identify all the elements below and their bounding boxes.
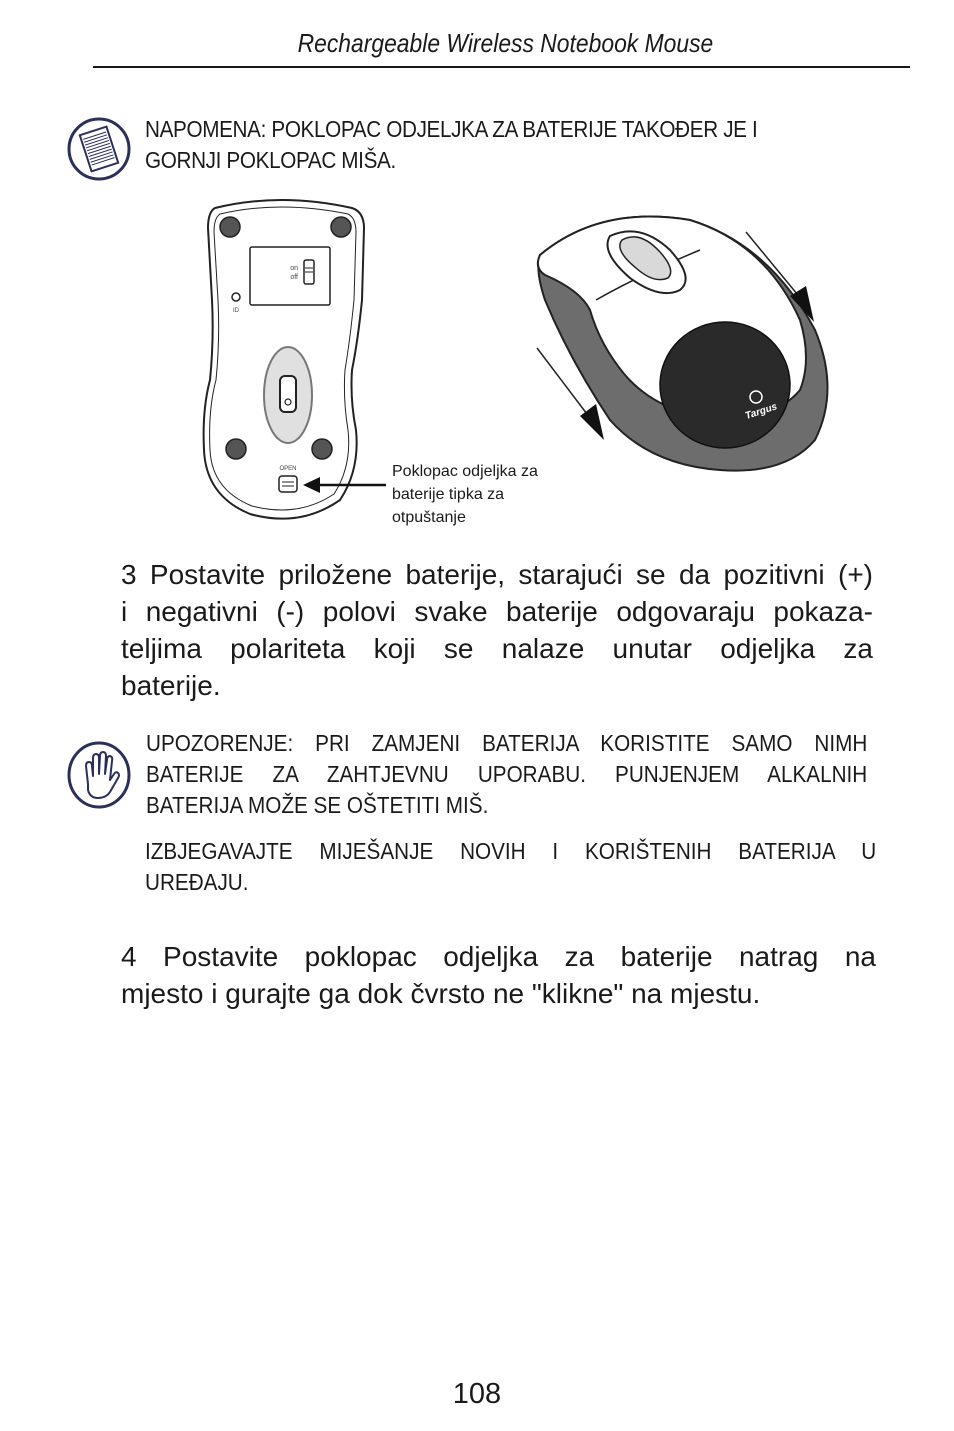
warning-line: BATERIJE ZA ZAHTJEVNU UPORABU. PUNJENJEM ALKALNIH	[146, 761, 868, 787]
mouse-top-view	[538, 217, 828, 471]
hand-stop-icon	[66, 740, 132, 810]
avoid-line: UREĐAJU.	[145, 869, 249, 895]
page-number: 108	[452, 1378, 502, 1410]
warning-text	[146, 728, 868, 821]
step-3-text	[121, 556, 873, 704]
step-3-line: 3 Postavite priložene baterije, starajući se da pozitivni (+)	[121, 559, 873, 590]
callout-line: Poklopac odjeljka za	[392, 463, 538, 480]
warning-line: UPOZORENJE: PRI ZAMJENI BATERIJA KORISTITE SAMO NIMH	[146, 730, 868, 756]
note-line: GORNJI POKLOPAC MIŠA.	[145, 147, 396, 173]
notepad-icon	[66, 116, 132, 182]
header-title: Rechargeable Wireless Notebook Mouse	[297, 28, 714, 58]
id-label: ID	[233, 308, 239, 314]
brand-label: Targus	[743, 401, 779, 422]
note-text	[145, 114, 905, 176]
release-button-callout	[392, 460, 538, 529]
step-4-line: mjesto i gurajte ga dok čvrsto ne "klikne" na mjestu.	[121, 978, 761, 1009]
step-3-line: baterije.	[121, 670, 221, 701]
step-4-line: 4 Postavite poklopac odjeljka za baterije natrag na	[121, 941, 876, 972]
warning-line: BATERIJA MOŽE SE OŠTETITI MIŠ.	[146, 792, 489, 818]
avoid-mixing-text	[145, 836, 877, 898]
header-rule	[93, 66, 910, 68]
callout-arrow-icon	[303, 477, 320, 493]
step-3-line: teljima polariteta koji se nalaze unutar odjeljka za	[121, 633, 873, 664]
avoid-line: IZBJEGAVAJTE MIJEŠANJE NOVIH I KORIŠTENIH BATERIJA U	[145, 838, 877, 864]
switch-on-label: on	[290, 265, 298, 272]
callout-line: baterije tipka za	[392, 486, 505, 503]
switch-off-label: off	[290, 274, 298, 281]
step-3-line: i negativni (-) polovi svake baterije odgovaraju pokaza-	[121, 596, 873, 627]
step-4-text	[121, 938, 876, 1012]
note-line: NAPOMENA: POKLOPAC ODJELJKA ZA BATERIJE TAKOĐER JE I	[145, 116, 758, 142]
callout-line: otpuštanje	[392, 509, 466, 526]
open-label: OPEN	[279, 466, 297, 472]
